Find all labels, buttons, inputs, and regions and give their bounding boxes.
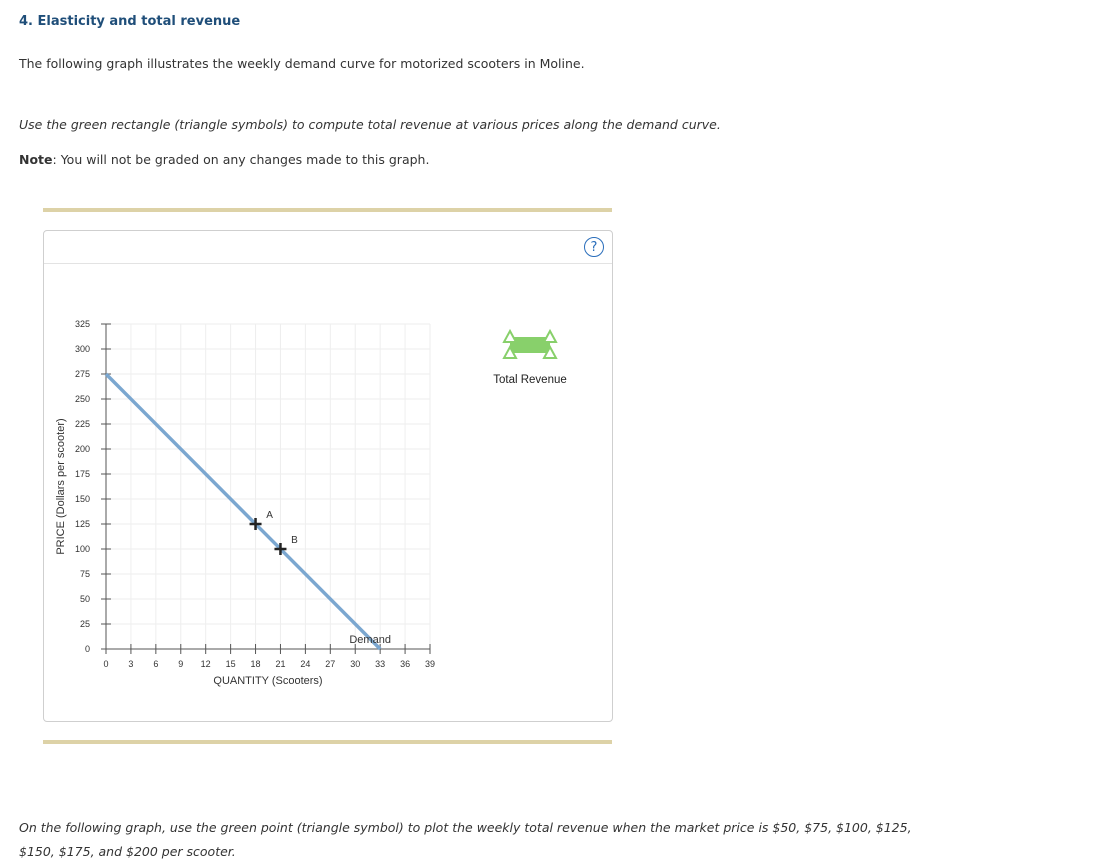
chart-series <box>106 374 391 649</box>
top-divider <box>43 208 612 212</box>
y-tick-label: 125 <box>74 519 90 529</box>
intro-text: The following graph illustrates the weekly demand curve for motorized scooters in Moline. <box>19 56 585 71</box>
instruction-text: Use the green rectangle (triangle symbols) to compute total revenue at various prices along the demand curve. <box>19 117 721 132</box>
y-tick-label: 0 <box>84 644 90 654</box>
y-tick-label: 225 <box>74 419 90 429</box>
point-label: B <box>291 535 298 546</box>
y-tick-label: 25 <box>79 619 90 629</box>
x-tick-label: 24 <box>300 659 311 669</box>
x-tick-label: 18 <box>250 659 261 669</box>
x-tick-label: 21 <box>275 659 286 669</box>
y-tick-label: 150 <box>74 494 90 504</box>
x-tick-label: 0 <box>103 659 109 669</box>
note-text <box>19 152 429 167</box>
y-tick-label: 300 <box>74 344 90 354</box>
chart-points <box>250 510 299 555</box>
question-title: 4. Elasticity and total revenue <box>19 14 241 29</box>
y-axis-label: PRICE (Dollars per scooter) <box>55 418 67 555</box>
x-tick-label: 36 <box>400 659 411 669</box>
y-tick-label: 100 <box>74 544 90 554</box>
demand-curve-label: Demand <box>349 634 391 646</box>
y-tick-label: 250 <box>74 394 90 404</box>
graph-panel <box>43 230 613 722</box>
note-body: : You will not be graded on any changes made to this graph. <box>52 152 430 167</box>
x-tick-label: 9 <box>178 659 184 669</box>
x-tick-label: 30 <box>350 659 361 669</box>
y-tick-label: 75 <box>79 569 90 579</box>
x-tick-label: 39 <box>424 659 436 669</box>
tool-rectangle <box>510 337 550 353</box>
x-tick-label: 33 <box>375 659 386 669</box>
y-tick-label: 275 <box>74 369 90 379</box>
note-label: Note <box>19 152 53 167</box>
point-label: A <box>266 510 273 521</box>
total-revenue-tool[interactable] <box>493 331 567 386</box>
tool-triangle-handle <box>544 331 556 342</box>
tool-triangle-handle <box>504 331 516 342</box>
bottom-divider <box>43 740 612 744</box>
y-tick-label: 175 <box>74 469 90 479</box>
y-tick-label: 200 <box>74 444 90 454</box>
tool-label: Total Revenue <box>493 374 567 386</box>
x-axis-label: QUANTITY (Scooters) <box>213 675 323 687</box>
x-tick-label: 27 <box>325 659 336 669</box>
green-rectangle-triangle-icon[interactable] <box>504 331 556 358</box>
chart-grid <box>106 324 430 649</box>
x-tick-label: 15 <box>225 659 236 669</box>
x-tick-label: 3 <box>128 659 134 669</box>
demand-curve <box>106 374 380 649</box>
demand-chart[interactable] <box>44 231 612 721</box>
x-tick-label: 12 <box>200 659 211 669</box>
x-tick-label: 6 <box>153 659 159 669</box>
y-tick-label: 50 <box>79 594 90 604</box>
help-icon[interactable]: ? <box>584 237 604 257</box>
y-tick-label: 325 <box>74 319 90 329</box>
bottom-instruction-text: On the following graph, use the green point (triangle symbol) to plot the weekly total revenue when the market price is $50, $75, $100, $125, $150, $175, and $200 per scooter. <box>19 820 912 859</box>
